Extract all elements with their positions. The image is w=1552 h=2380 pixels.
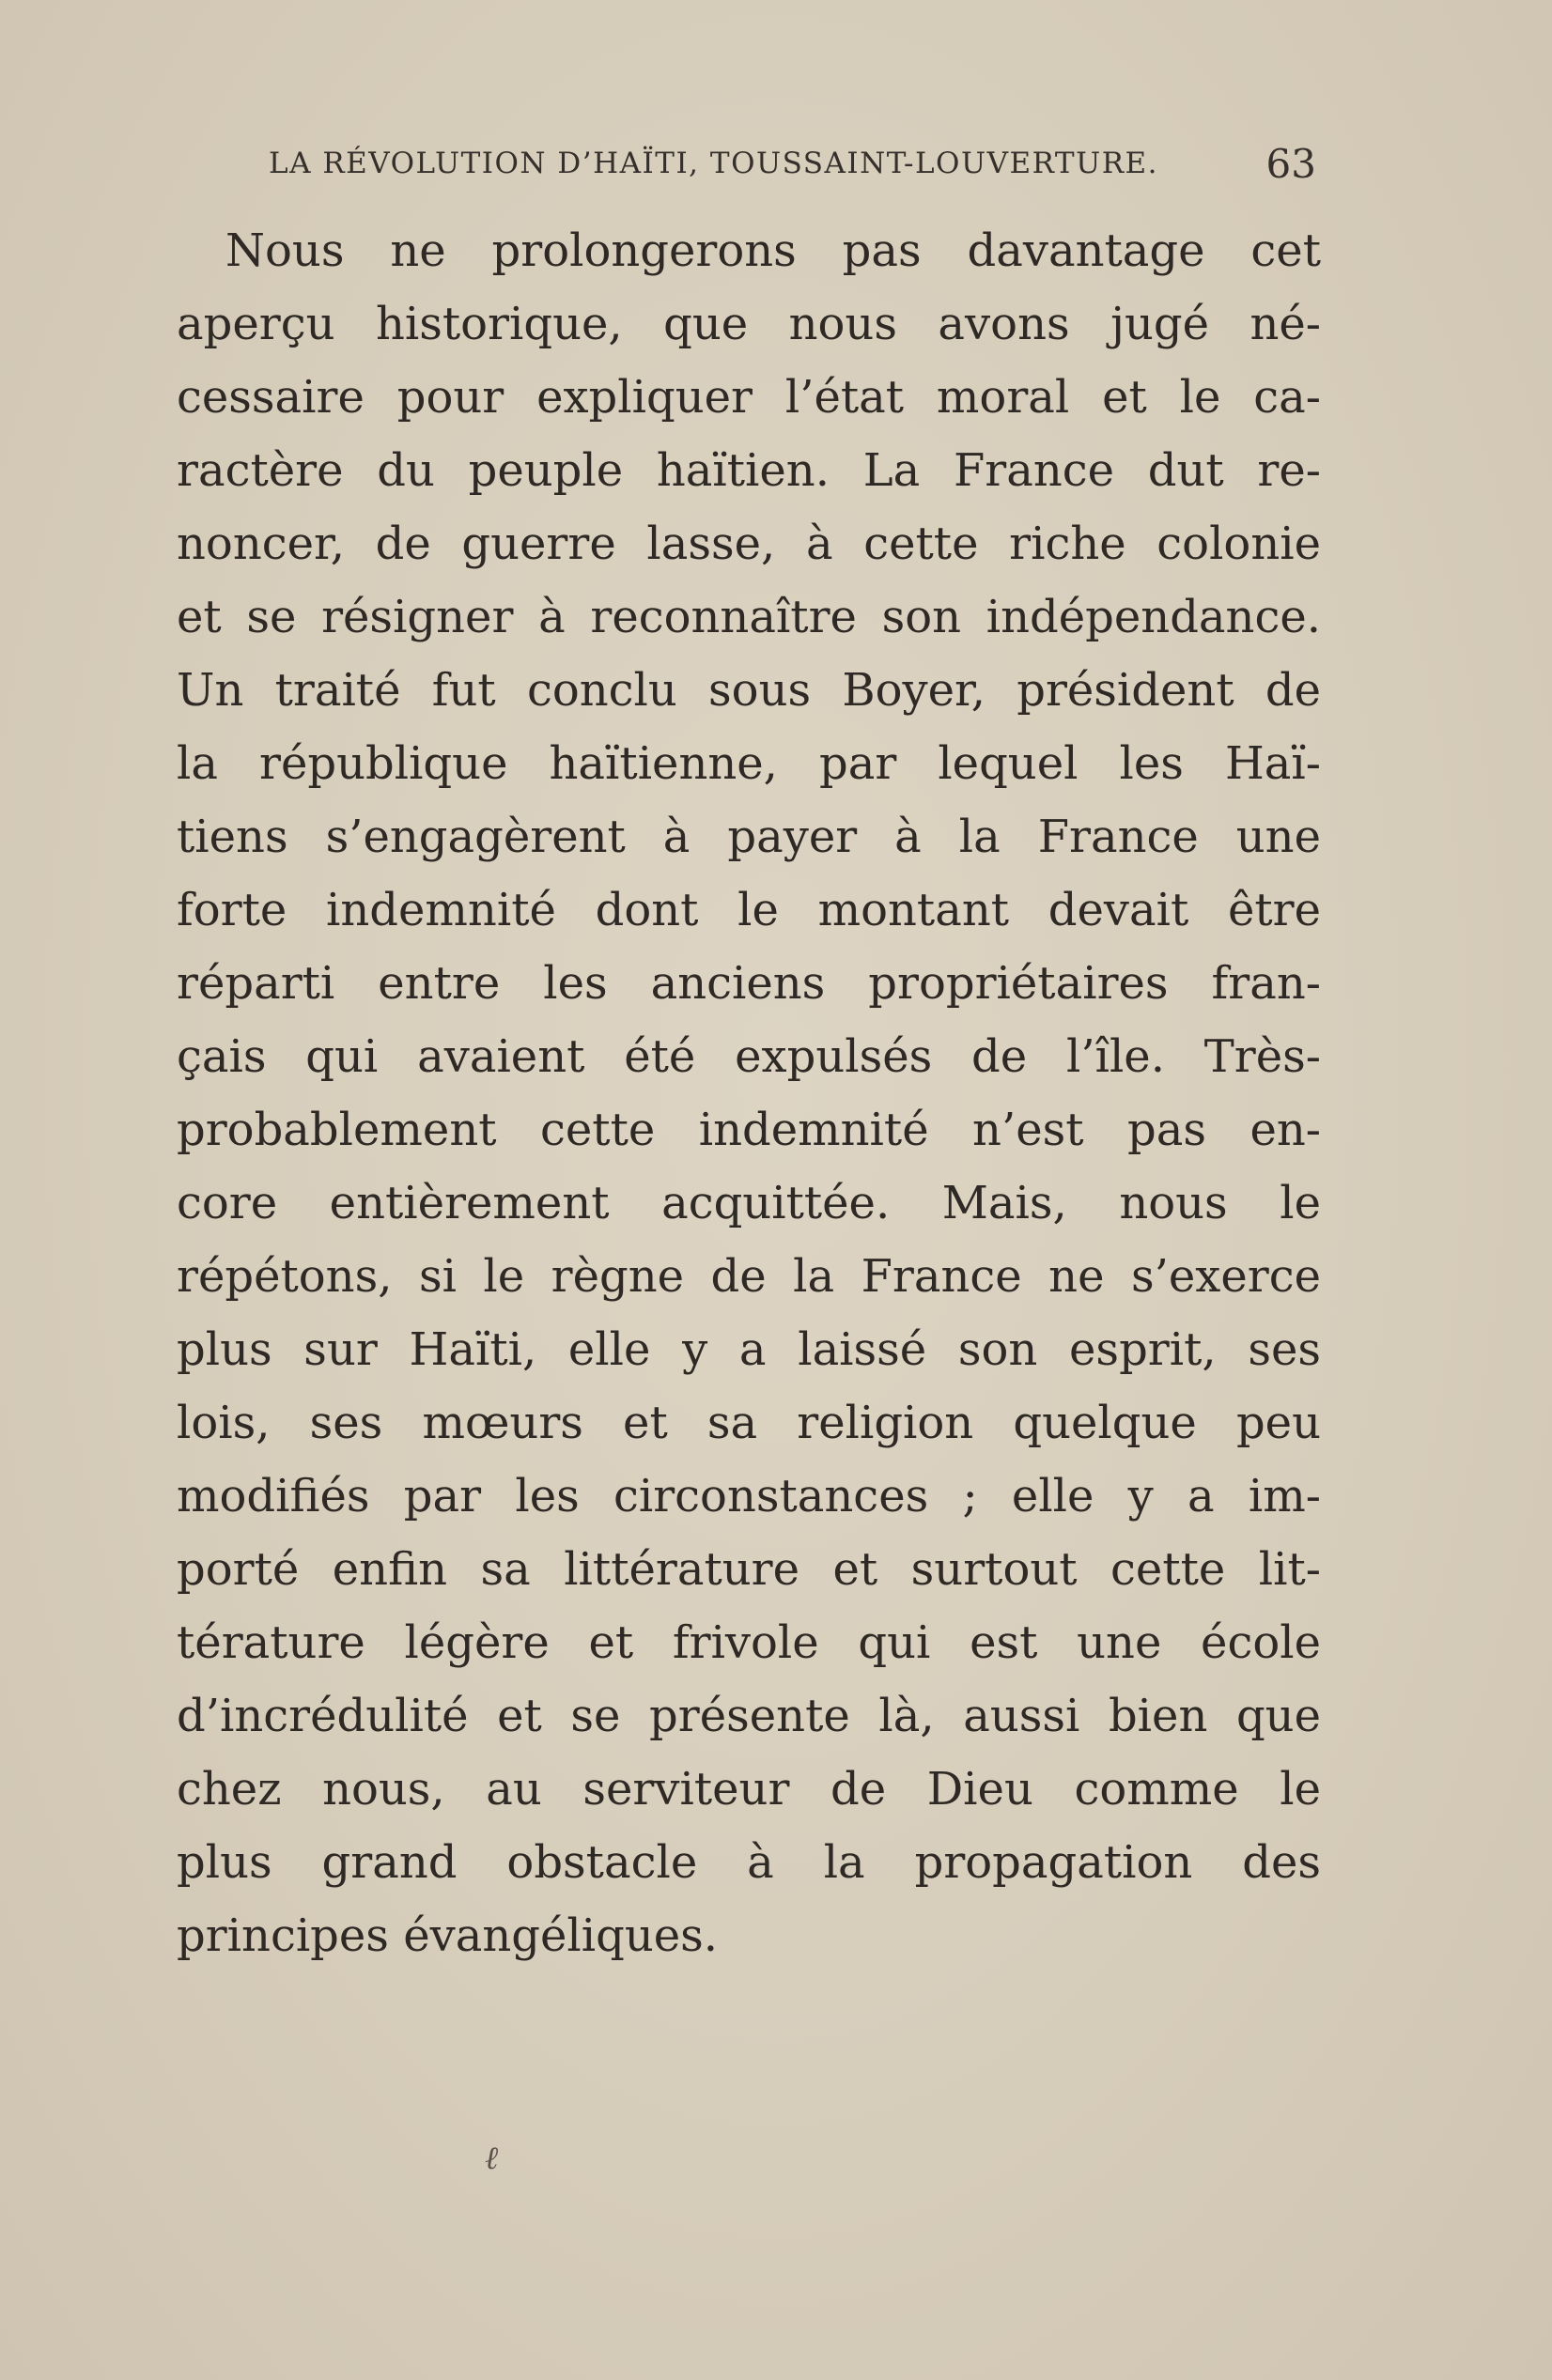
running-title: LA RÉVOLUTION D’HAÏTI, TOUSSAINT-LOUVERTURE. bbox=[269, 147, 1159, 180]
text-line: Un traité fut conclu sous Boyer, président de bbox=[177, 664, 1321, 717]
text-line: Nous ne prolongerons pas davantage cet bbox=[225, 224, 1321, 277]
text-line: d’incrédulité et se présente là, aussi bien que bbox=[177, 1690, 1321, 1742]
text-line: cessaire pour expliquer l’état moral et le ca- bbox=[177, 371, 1321, 424]
text-line: réparti entre les anciens propriétaires fran- bbox=[177, 957, 1321, 1010]
stray-ink-mark: ℓ bbox=[485, 2140, 499, 2177]
text-line: forte indemnité dont le montant devait être bbox=[177, 884, 1321, 936]
text-line: noncer, de guerre lasse, à cette riche colonie bbox=[177, 518, 1321, 570]
text-line: et se résigner à reconnaître son indépendance. bbox=[177, 591, 1321, 643]
text-line: térature légère et frivole qui est une école bbox=[177, 1616, 1321, 1669]
text-line: plus grand obstacle à la propagation des bbox=[177, 1836, 1321, 1889]
text-line: probablement cette indemnité n’est pas en- bbox=[177, 1104, 1321, 1156]
text-line: plus sur Haïti, elle y a laissé son esprit, ses bbox=[177, 1323, 1321, 1376]
text-line: répétons, si le règne de la France ne s’exerce bbox=[177, 1250, 1321, 1303]
text-line: principes évangéliques. bbox=[177, 1909, 719, 1962]
text-line: çais qui avaient été expulsés de l’île. Très- bbox=[177, 1030, 1321, 1083]
page-number: 63 bbox=[1265, 141, 1316, 187]
text-line: core entièrement acquittée. Mais, nous le bbox=[177, 1177, 1321, 1229]
running-head bbox=[269, 141, 1316, 188]
text-line: la république haïtienne, par lequel les Haï- bbox=[177, 737, 1321, 790]
text-line: aperçu historique, que nous avons jugé né- bbox=[177, 298, 1321, 350]
text-line: ractère du peuple haïtien. La France dut re- bbox=[177, 444, 1321, 497]
text-line: modifiés par les circonstances ; elle y a im- bbox=[177, 1470, 1321, 1522]
text-line: porté enfin sa littérature et surtout cette lit- bbox=[177, 1543, 1321, 1596]
body-paragraph bbox=[177, 214, 1321, 1972]
text-line: chez nous, au serviteur de Dieu comme le bbox=[177, 1763, 1321, 1816]
text-line: lois, ses mœurs et sa religion quelque peu bbox=[177, 1397, 1321, 1449]
text-line: tiens s’engagèrent à payer à la France une bbox=[177, 811, 1321, 863]
